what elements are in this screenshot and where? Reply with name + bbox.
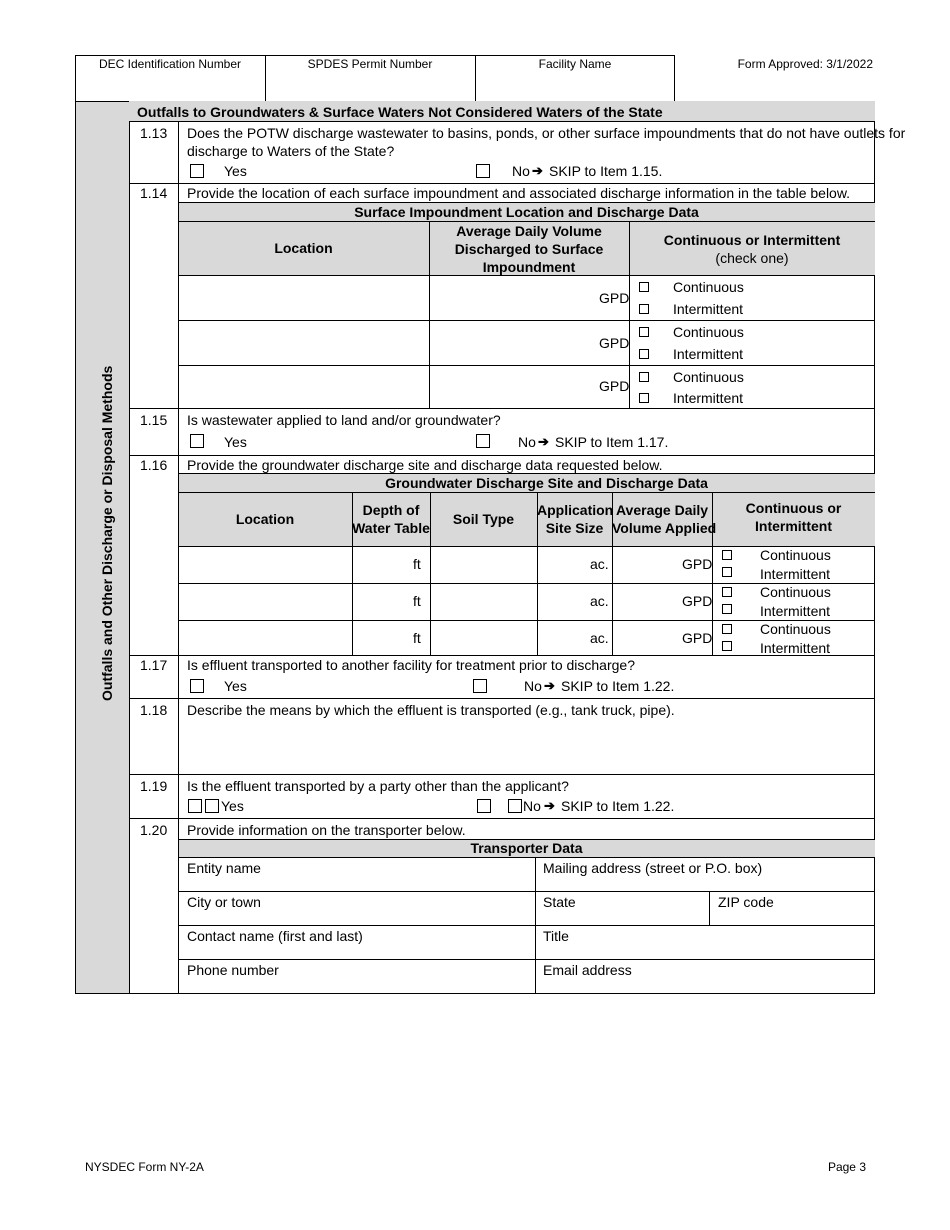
col-location: Location (235, 511, 295, 527)
intermittent-checkbox[interactable] (639, 393, 649, 403)
item-text: Provide the location of each surface impoundment and associated discharge information in the table below. (187, 185, 851, 201)
yes-checkbox[interactable] (188, 799, 202, 813)
no-checkbox[interactable] (477, 799, 491, 813)
phone-label: Phone number (187, 962, 279, 978)
transporter-title: Transporter Data (470, 840, 583, 856)
col-application: Application (537, 502, 614, 518)
col-volume-2: Discharged to Surface (454, 241, 604, 257)
no-checkbox[interactable] (473, 679, 487, 693)
col-application-2: Site Size (545, 520, 604, 536)
item-text: Provide the groundwater discharge site and discharge data requested below. (187, 457, 663, 473)
continuous-checkbox[interactable] (639, 372, 649, 382)
gpd-unit: GPD (599, 378, 630, 394)
col-volume: Average Daily Volume (456, 223, 602, 239)
item-text: Provide information on the transporter below. (187, 822, 466, 838)
city-label: City or town (187, 894, 261, 910)
intermittent-label: Intermittent (673, 346, 744, 362)
item-question: Is effluent transported to another facility for treatment prior to discharge? (187, 657, 635, 673)
dec-id-label: DEC Identification Number (98, 57, 242, 71)
item-question: Is the effluent transported by a party other than the applicant? (187, 778, 569, 794)
item-number: 1.20 (140, 822, 168, 838)
footer-form-name: NYSDEC Form NY-2A (85, 1160, 204, 1174)
intermittent-label: Intermittent (760, 603, 831, 619)
yes-label: Yes (224, 163, 247, 179)
gpd-unit: GPD (682, 630, 713, 646)
ft-unit: ft (413, 630, 421, 646)
ground-table-title: Groundwater Discharge Site and Discharge Data (385, 475, 708, 491)
col-continuous-2: Intermittent (755, 518, 832, 534)
gpd-unit: GPD (599, 290, 630, 306)
side-label: Outfalls and Other Discharge or Disposal Methods (99, 365, 115, 701)
continuous-checkbox[interactable] (722, 624, 732, 634)
ft-unit: ft (413, 556, 421, 572)
continuous-label: Continuous (760, 584, 831, 600)
arrow-icon: ➔ (538, 434, 549, 449)
skip-text: SKIP to Item 1.22. (561, 798, 675, 814)
section-title: Outfalls to Groundwaters & Surface Waters Not Considered Waters of the State (137, 104, 663, 120)
continuous-checkbox[interactable] (639, 327, 649, 337)
intermittent-checkbox[interactable] (722, 641, 732, 651)
item-number: 1.18 (140, 702, 168, 718)
arrow-icon: ➔ (544, 798, 555, 813)
no-label: No (518, 434, 536, 450)
yes-checkbox[interactable] (190, 434, 204, 448)
item-number: 1.16 (140, 457, 168, 473)
transport-means-field[interactable] (180, 722, 874, 772)
col-continuous-sub: (check one) (715, 250, 789, 266)
ac-unit: ac. (590, 630, 609, 646)
no-label: No (524, 678, 542, 694)
continuous-label: Continuous (673, 279, 744, 295)
intermittent-label: Intermittent (673, 301, 744, 317)
spdes-label: SPDES Permit Number (307, 57, 433, 71)
item-number: 1.19 (140, 778, 168, 794)
facility-label: Facility Name (538, 57, 612, 71)
intermittent-label: Intermittent (760, 640, 831, 656)
no-checkbox-alt[interactable] (508, 799, 522, 813)
col-continuous: Continuous or (745, 500, 842, 516)
intermittent-label: Intermittent (673, 390, 744, 406)
col-location: Location (274, 240, 333, 256)
gpd-unit: GPD (599, 335, 630, 351)
col-depth: Depth of (362, 502, 420, 518)
intermittent-checkbox[interactable] (722, 567, 732, 577)
no-label: No (523, 798, 541, 814)
form-approved: Form Approved: 3/1/2022 (737, 57, 873, 71)
intermittent-checkbox[interactable] (639, 349, 649, 359)
continuous-label: Continuous (760, 621, 831, 637)
col-continuous: Continuous or Intermittent (663, 232, 841, 248)
gpd-unit: GPD (682, 556, 713, 572)
yes-checkbox[interactable] (190, 679, 204, 693)
item-number: 1.17 (140, 657, 168, 673)
item-number: 1.13 (140, 125, 168, 141)
continuous-checkbox[interactable] (722, 587, 732, 597)
continuous-checkbox[interactable] (639, 282, 649, 292)
ac-unit: ac. (590, 556, 609, 572)
mailing-address-label: Mailing address (street or P.O. box) (543, 860, 763, 876)
yes-label: Yes (221, 798, 244, 814)
arrow-icon: ➔ (544, 678, 555, 693)
entity-name-label: Entity name (187, 860, 261, 876)
yes-checkbox[interactable] (190, 164, 204, 178)
no-label: No (512, 163, 530, 179)
col-soil-type: Soil Type (452, 511, 515, 527)
intermittent-checkbox[interactable] (639, 304, 649, 314)
item-question: Is wastewater applied to land and/or groundwater? (187, 412, 501, 428)
continuous-checkbox[interactable] (722, 550, 732, 560)
title-label: Title (543, 928, 569, 944)
skip-text: SKIP to Item 1.22. (561, 678, 675, 694)
intermittent-checkbox[interactable] (722, 604, 732, 614)
gpd-unit: GPD (682, 593, 713, 609)
yes-checkbox-alt[interactable] (205, 799, 219, 813)
surface-table-title: Surface Impoundment Location and Discharge Data (354, 204, 699, 220)
continuous-label: Continuous (760, 547, 831, 563)
yes-label: Yes (224, 678, 247, 694)
item-question-cont: discharge to Waters of the State? (187, 143, 395, 159)
intermittent-label: Intermittent (760, 566, 831, 582)
zip-label: ZIP code (718, 894, 774, 910)
no-checkbox[interactable] (476, 164, 490, 178)
col-volume-3: Impoundment (482, 259, 576, 275)
location-field[interactable] (179, 321, 428, 365)
continuous-label: Continuous (673, 369, 744, 385)
location-field[interactable] (179, 276, 428, 320)
col-avg-volume: Average Daily (615, 502, 709, 518)
item-question: Does the POTW discharge wastewater to basins, ponds, or other surface impoundments that do not have outlets for (187, 125, 906, 141)
contact-name-label: Contact name (first and last) (187, 928, 363, 944)
yes-label: Yes (224, 434, 247, 450)
col-depth-2: Water Table (352, 520, 430, 536)
arrow-icon: ➔ (532, 163, 543, 178)
item-text: Describe the means by which the effluent is transported (e.g., tank truck, pipe). (187, 702, 675, 718)
ac-unit: ac. (590, 593, 609, 609)
skip-text: SKIP to Item 1.15. (549, 163, 663, 179)
item-number: 1.15 (140, 412, 168, 428)
footer-page-number: Page 3 (827, 1160, 866, 1174)
item-number: 1.14 (140, 185, 168, 201)
no-checkbox[interactable] (476, 434, 490, 448)
location-field[interactable] (179, 366, 428, 408)
ft-unit: ft (413, 593, 421, 609)
col-avg-volume-2: Volume Applied (612, 520, 717, 536)
email-label: Email address (543, 962, 632, 978)
continuous-label: Continuous (673, 324, 744, 340)
state-label: State (543, 894, 576, 910)
skip-text: SKIP to Item 1.17. (555, 434, 669, 450)
